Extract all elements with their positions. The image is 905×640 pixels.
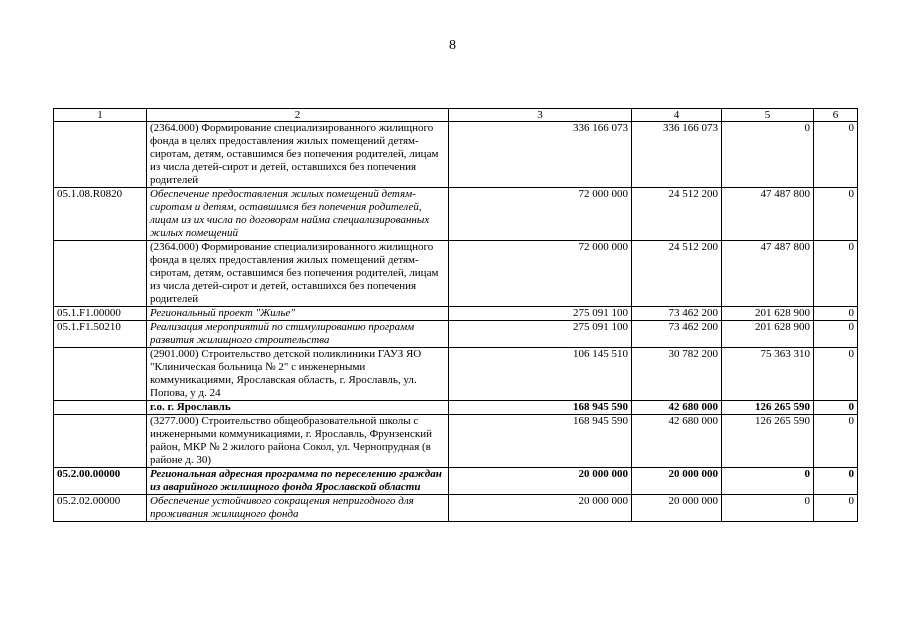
table-row <box>54 188 858 241</box>
row-value-col5: 47 487 800 <box>722 188 814 241</box>
column-header-3: 3 <box>449 109 632 122</box>
table-body <box>54 122 858 522</box>
row-value-col4: 24 512 200 <box>632 188 722 241</box>
table-row <box>54 307 858 321</box>
row-code: 05.1.08.R0820 <box>54 188 147 241</box>
column-header-1: 1 <box>54 109 147 122</box>
row-value-col6: 0 <box>814 241 858 307</box>
row-value-col3: 72 000 000 <box>449 188 632 241</box>
row-value-col3: 72 000 000 <box>449 241 632 307</box>
budget-table <box>53 108 858 522</box>
row-value-col4: 42 680 000 <box>632 401 722 415</box>
row-code: 05.1.F1.50210 <box>54 321 147 348</box>
row-description: Реализация мероприятий по стимулированию программ развития жилищного строительства <box>147 321 449 348</box>
column-header-6: 6 <box>814 109 858 122</box>
table-row <box>54 495 858 522</box>
row-value-col6: 0 <box>814 307 858 321</box>
row-value-col5: 126 265 590 <box>722 415 814 468</box>
column-header-4: 4 <box>632 109 722 122</box>
row-value-col6: 0 <box>814 188 858 241</box>
row-code <box>54 401 147 415</box>
row-code <box>54 241 147 307</box>
column-header-2: 2 <box>147 109 449 122</box>
row-description: г.о. г. Ярославль <box>147 401 449 415</box>
row-value-col5: 75 363 310 <box>722 348 814 401</box>
row-value-col4: 42 680 000 <box>632 415 722 468</box>
row-description: (3277.000) Строительство общеобразовательной школы с инженерными коммуникациями, г. Ярославль, Фрунзенский район, МКР № 2 жилого района Сокол, ул. Чернопрудная (в районе д. 30) <box>147 415 449 468</box>
row-value-col3: 275 091 100 <box>449 307 632 321</box>
row-value-col5: 47 487 800 <box>722 241 814 307</box>
row-description: (2364.000) Формирование специализированного жилищного фонда в целях предоставления жилых помещений детям-сиротам, детям, оставшимся без попечения родителей, лицам из числа детей-сирот и детей, оставшихся без попечения родителей <box>147 241 449 307</box>
table-row <box>54 348 858 401</box>
row-value-col6: 0 <box>814 122 858 188</box>
row-value-col5: 201 628 900 <box>722 307 814 321</box>
row-value-col3: 168 945 590 <box>449 401 632 415</box>
row-value-col4: 24 512 200 <box>632 241 722 307</box>
row-code: 05.1.F1.00000 <box>54 307 147 321</box>
table-header-row <box>54 109 858 122</box>
row-value-col6: 0 <box>814 495 858 522</box>
row-value-col6: 0 <box>814 321 858 348</box>
row-value-col4: 73 462 200 <box>632 321 722 348</box>
row-value-col4: 20 000 000 <box>632 495 722 522</box>
row-value-col4: 73 462 200 <box>632 307 722 321</box>
row-description: Обеспечение предоставления жилых помещений детям-сиротам и детям, оставшимся без попечения родителей, лицам из их числа по договорам найма специализированных жилых помещений <box>147 188 449 241</box>
row-value-col6: 0 <box>814 348 858 401</box>
row-value-col6: 0 <box>814 468 858 495</box>
table-row <box>54 321 858 348</box>
table-row <box>54 122 858 188</box>
table-row <box>54 401 858 415</box>
row-value-col3: 20 000 000 <box>449 495 632 522</box>
row-value-col5: 201 628 900 <box>722 321 814 348</box>
row-code <box>54 415 147 468</box>
row-value-col3: 275 091 100 <box>449 321 632 348</box>
row-value-col4: 20 000 000 <box>632 468 722 495</box>
table-row <box>54 241 858 307</box>
row-code <box>54 122 147 188</box>
row-value-col4: 30 782 200 <box>632 348 722 401</box>
row-code <box>54 348 147 401</box>
row-value-col5: 0 <box>722 468 814 495</box>
row-code: 05.2.02.00000 <box>54 495 147 522</box>
row-value-col5: 126 265 590 <box>722 401 814 415</box>
row-description: (2901.000) Строительство детской поликлиники ГАУЗ ЯО "Клиническая больница № 2" с инженерными коммуникациями, Ярославская область, г. Ярославль, ул. Попова, у д. 24 <box>147 348 449 401</box>
row-code: 05.2.00.00000 <box>54 468 147 495</box>
row-value-col4: 336 166 073 <box>632 122 722 188</box>
row-value-col3: 336 166 073 <box>449 122 632 188</box>
page-number: 8 <box>449 38 456 53</box>
row-value-col3: 20 000 000 <box>449 468 632 495</box>
row-description: Региональная адресная программа по переселению граждан из аварийного жилищного фонда Ярославской области <box>147 468 449 495</box>
row-value-col6: 0 <box>814 401 858 415</box>
row-value-col5: 0 <box>722 122 814 188</box>
row-value-col6: 0 <box>814 415 858 468</box>
row-value-col3: 106 145 510 <box>449 348 632 401</box>
column-header-5: 5 <box>722 109 814 122</box>
table-row <box>54 415 858 468</box>
row-description: Обеспечение устойчивого сокращения непригодного для проживания жилищного фонда <box>147 495 449 522</box>
row-value-col5: 0 <box>722 495 814 522</box>
row-value-col3: 168 945 590 <box>449 415 632 468</box>
table-row <box>54 468 858 495</box>
row-description: (2364.000) Формирование специализированного жилищного фонда в целях предоставления жилых помещений детям-сиротам, детям, оставшимся без попечения родителей, лицам из числа детей-сирот и детей, оставшихся без попечения родителей <box>147 122 449 188</box>
row-description: Региональный проект "Жилье" <box>147 307 449 321</box>
